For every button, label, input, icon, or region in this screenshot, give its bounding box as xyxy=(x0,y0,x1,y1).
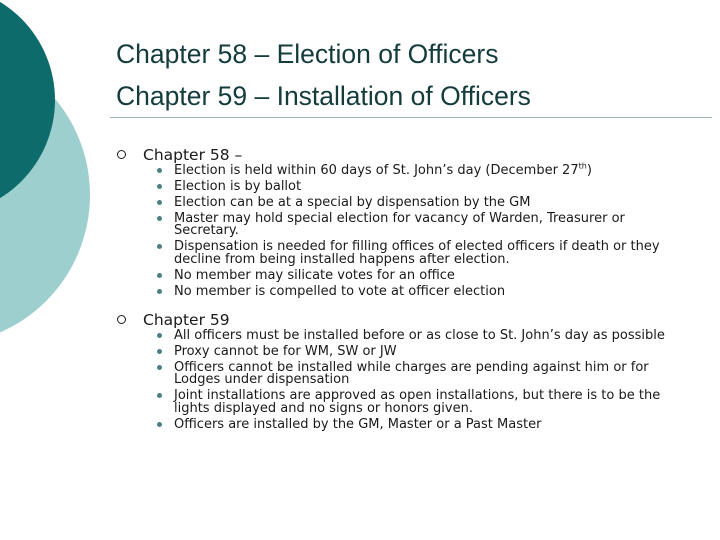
decorative-circles xyxy=(0,0,110,380)
bullet-dot-icon xyxy=(157,289,162,294)
section-heading-chapter-59: Chapter 59 xyxy=(143,311,230,329)
bullet-dot-icon xyxy=(157,365,162,370)
bullet-dot-icon xyxy=(157,333,162,338)
section-marker-icon xyxy=(117,150,126,159)
title-divider xyxy=(110,117,712,118)
list-item: Election can be at a special by dispensation by the GM xyxy=(157,197,687,210)
title-line-2: Chapter 59 – Installation of Officers xyxy=(116,81,531,111)
bullet-dot-icon xyxy=(157,200,162,205)
list-item: Officers are installed by the GM, Master or a Past Master xyxy=(157,419,687,432)
bullet-dot-icon xyxy=(157,349,162,354)
list-item: Officers cannot be installed while charges are pending against him or for Lodges under dispensation xyxy=(157,362,687,387)
bullet-dot-icon xyxy=(157,216,162,221)
bullet-dot-icon xyxy=(157,168,162,173)
section-heading-chapter-58: Chapter 58 – xyxy=(143,146,243,164)
list-item: Joint installations are approved as open installations, but there is to be the lights displayed and no signs or honors given. xyxy=(157,390,687,415)
bullet-dot-icon xyxy=(157,184,162,189)
bullet-dot-icon xyxy=(157,422,162,427)
list-item: Election is by ballot xyxy=(157,181,687,194)
list-item: Election is held within 60 days of St. John’s day (December 27th) xyxy=(157,165,687,178)
slide-title xyxy=(116,33,706,117)
bullet-dot-icon xyxy=(157,393,162,398)
list-item: Proxy cannot be for WM, SW or JW xyxy=(157,346,687,359)
section-marker-icon xyxy=(117,315,126,324)
bullet-dot-icon xyxy=(157,273,162,278)
list-item: No member may silicate votes for an office xyxy=(157,270,687,283)
list-item: All officers must be installed before or as close to St. John’s day as possible xyxy=(157,330,687,343)
bullet-list-chapter-58 xyxy=(157,161,687,301)
bullet-dot-icon xyxy=(157,244,162,249)
bullet-list-chapter-59 xyxy=(157,330,687,435)
list-item: No member is compelled to vote at officer election xyxy=(157,286,687,299)
list-item: Master may hold special election for vacancy of Warden, Treasurer or Secretary. xyxy=(157,213,687,238)
list-item: Dispensation is needed for filling offices of elected officers if death or they decline from being installed happens after election. xyxy=(157,241,687,266)
title-line-1: Chapter 58 – Election of Officers xyxy=(116,39,499,69)
